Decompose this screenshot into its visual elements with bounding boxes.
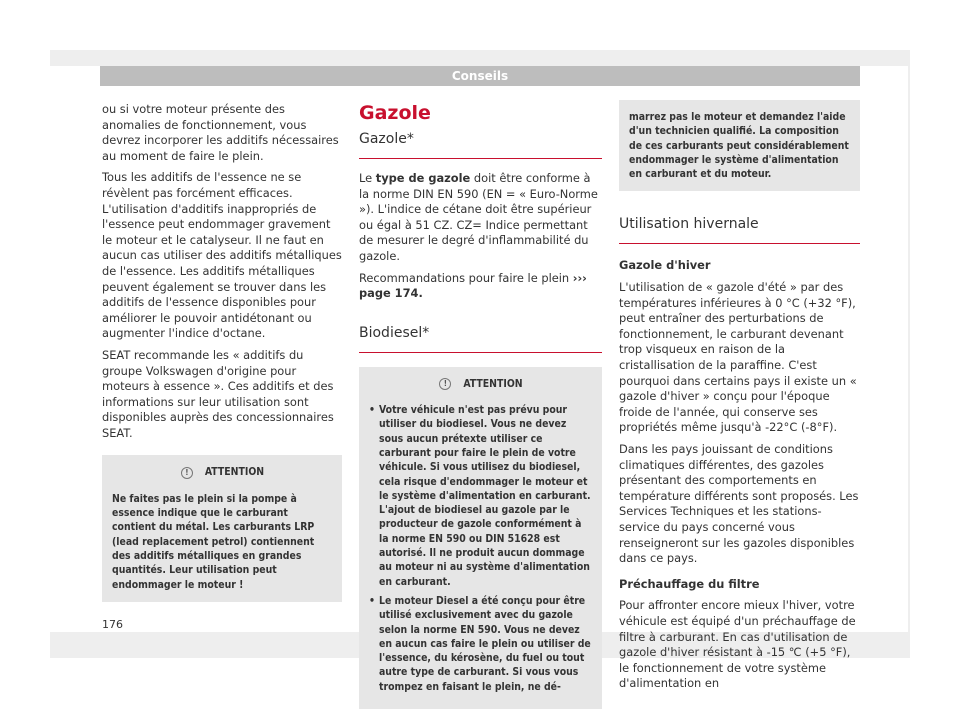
paragraph-heading: Gazole d'hiver xyxy=(619,258,711,273)
paragraph: Tous les additifs de l'essence ne se révèlent pas forcément efficaces. L'utilisation d'additifs inappropriés de l'essence peut endommager gravement le moteur et le catalyseur. Il ne faut en aucun cas utiliser des additifs métalliques de l'essence. Les additifs métalliques peuvent également se trouver dans les additifs de l'essence disponibles pour améliorer le pouvoir antidétonant ou augmenter l'indice d'octane. xyxy=(102,170,342,341)
warning-icon: ! xyxy=(181,467,193,479)
paragraph: ou si votre moteur présente des anomalies de fonctionnement, vous devrez incorporer les additifs nécessaires au moment de faire le plein. xyxy=(102,102,339,163)
bullet-icon: • xyxy=(369,404,375,417)
warning-title: ATTENTION xyxy=(463,377,523,390)
section-title: Gazole xyxy=(359,102,431,124)
paragraph: L'utilisation de « gazole d'été » par des températures inférieures à 0 °C (+32 °F), peut entraîner des perturbations de fonctionnement, le carburant devenant trop visqueux en raison de la cristallisation de la paraffine. C'est pourquoi dans certains pays il existe un « gazole d'hiver » conçu pour l'époque froide de l'année, qui conserve ses propriétés même jusqu'à -22°C (-8°F). xyxy=(619,280,857,435)
warning-icon: ! xyxy=(439,378,451,390)
warning-text: Ne faites pas le plein si la pompe à essence indique que le carburant contient du métal. Les carburants LRP (lead replacement petrol) contiennent des additifs métalliques en grandes quantités. Leur utilisation peut endommager le moteur ! xyxy=(112,492,315,591)
column-right xyxy=(619,100,860,698)
bullet-text: Le moteur Diesel a été conçu pour être utilisé exclusivement avec du gazole selon la norme EN 590. Vous ne devez en aucun cas faire le plein ou utiliser de l'essence, du kérosène, du fuel ou tout autre type de carburant. Si vous vous trompez en faisant le plein, ne dé- xyxy=(379,594,591,693)
page-number: 176 xyxy=(102,618,123,631)
paragraph: Dans les pays jouissant de conditions climatiques différentes, des gazoles présentant des comportements en température différents sont proposés. Les Services Techniques et les stations-service du pays concerné vous renseigneront sur les gazoles disponibles dans ce pays. xyxy=(619,442,859,566)
bullet-icon: • xyxy=(369,594,375,607)
paragraph-heading: Préchauffage du filtre xyxy=(619,576,760,591)
page-reference-link[interactable]: page 174. xyxy=(359,286,423,301)
warning-box xyxy=(102,455,342,601)
bullet-item xyxy=(369,403,593,589)
cross-reference-arrows: ››› xyxy=(572,270,587,285)
paragraph: Le type de gazole doit être conforme à la norme DIN EN 590 (EN = « Euro-Norme »). L'indice de cétane doit être supérieur ou égal à 51 CZ. CZ= Indice permettant de mesurer le degré d'inflammabilité du gazole. xyxy=(359,171,598,263)
subsection-title: Biodiesel* xyxy=(359,324,430,341)
bullet-item xyxy=(369,594,593,694)
warning-header xyxy=(112,465,333,479)
subsection-title: Gazole* xyxy=(359,131,414,147)
paragraph: SEAT recommande les « additifs du groupe Volkswagen d'origine pour moteurs à essence ». Ces additifs et des informations sur leur utilisation sont disponibles auprès des concessionnaires SEAT. xyxy=(102,347,334,440)
warning-continuation-box: marrez pas le moteur et demandez l'aide d'un technicien qualifié. La composition de ces carburants peut considérablement endommager le système d'alimentation en carburant et du moteur. xyxy=(619,100,860,191)
subsection-title: Utilisation hivernale xyxy=(619,216,759,233)
section-header: Conseils xyxy=(100,66,860,86)
warning-box xyxy=(359,367,602,709)
paragraph: Pour affronter encore mieux l'hiver, votre véhicule est équipé d'un préchauffage de filtre à carburant. En cas d'utilisation de gazole d'hiver résistant à -15 ℃ (+5 °F), le fonctionnement de votre système d'alimentation en xyxy=(619,598,856,691)
subtitle-wrap xyxy=(359,324,602,353)
subtitle-wrap xyxy=(359,130,602,159)
warning-header xyxy=(369,377,593,391)
paragraph: Recommandations pour faire le plein ››› page 174. xyxy=(359,270,587,301)
subtitle-wrap xyxy=(619,215,860,244)
column-middle xyxy=(359,102,602,709)
warning-title: ATTENTION xyxy=(204,466,265,479)
bullet-text: Votre véhicule n'est pas prévu pour utiliser du biodiesel. Vous ne devez sous aucun prétexte utiliser ce carburant pour faire le plein de votre véhicule. Si vous utilisez du biodiesel, cela risque d'endommager le moteur et le système d'alimentation en carburant. L'ajout de biodiesel au gazole par le producteur de gazole conformément à la norme EN 590 ou DIN 51628 est autorisé. Il ne produit aucun dommage au moteur ni au système d'alimentation en carburant. xyxy=(379,404,591,588)
bold-term: type de gazole xyxy=(375,171,471,185)
column-left xyxy=(102,102,342,602)
